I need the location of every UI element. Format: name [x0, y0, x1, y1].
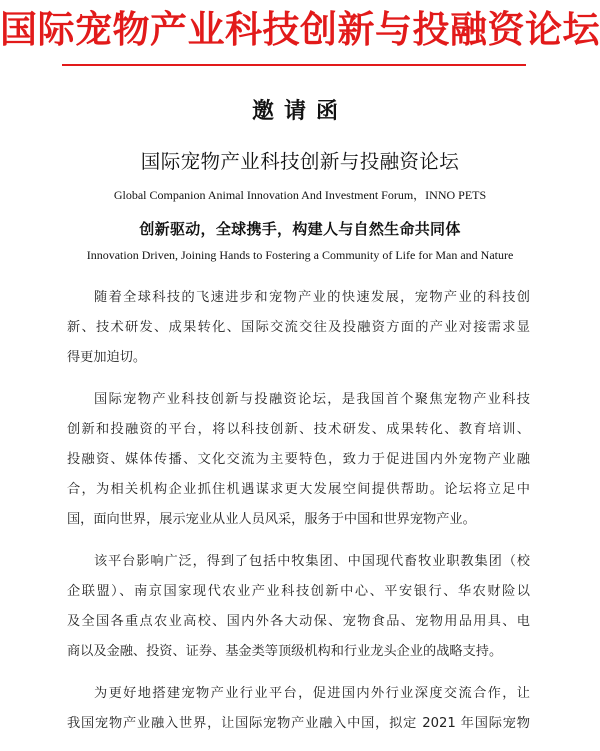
paragraph: [67, 385, 530, 535]
text-line: 投融资、媒体传播、文化交流为主要特色，致力于促进国内外宠物产业融: [67, 452, 530, 467]
text-line: 及全国各重点农业高校、国内外各大动保、宠物食品、宠物用品用具、电: [67, 614, 530, 629]
text-line: 该平台影响广泛，得到了包括中牧集团、中国现代畜牧业职教集团（校: [94, 554, 530, 569]
text-line: 商以及金融、投资、证券、基金类等顶级机构和行业龙头企业的战略支持。: [67, 644, 503, 659]
text-line: 为更好地搭建宠物产业行业平台，促进国内外行业深度交流合作，让: [94, 686, 530, 701]
document-heading: 邀请函: [251, 98, 348, 124]
text-line: 随着全球科技的飞速进步和宠物产业的快速发展，宠物产业的科技创: [94, 290, 530, 305]
text-line: 合，为相关机构企业抓住机遇谋求更大发展空间提供帮助。论坛将立足中: [67, 482, 530, 497]
paragraph: [67, 679, 530, 739]
forum-title-english: Global Companion Animal Innovation And Investment Forum，INNO PETS: [113, 188, 487, 202]
text-line: 国，面向世界，展示宠业从业人员风采，服务于中国和世界宠物产业。: [67, 512, 476, 527]
forum-title-chinese: 国际宠物产业科技创新与投融资论坛: [140, 150, 460, 173]
text-line: 我国宠物产业融入世界，让国际宠物产业融入中国，拟定 2021 年国际宠物: [67, 716, 530, 731]
slogan-chinese: 创新驱动，全球携手，构建人与自然生命共同体: [139, 220, 461, 238]
letterhead-title: 国际宠物产业科技创新与投融资论坛: [0, 7, 600, 51]
text-line: 国际宠物产业科技创新与投融资论坛，是我国首个聚焦宠物产业科技: [94, 392, 530, 407]
text-line: 新、技术研发、成果转化、国际交流交往及投融资方面的产业对接需求显: [67, 320, 530, 335]
paragraph: [67, 547, 530, 667]
slogan-english: Innovation Driven, Joining Hands to Fostering a Community of Life for Man and Nature: [86, 248, 514, 262]
text-line: 得更加迫切。: [67, 350, 147, 365]
text-line: 创新和投融资的平台，将以科技创新、技术研发、成果转化、教育培训、: [67, 422, 530, 437]
letterhead-divider: [62, 64, 526, 66]
body-text: [67, 283, 530, 751]
paragraph: [67, 283, 530, 373]
text-line: 企联盟）、南京国家现代农业产业科技创新中心、平安银行、华农财险以: [67, 584, 530, 599]
